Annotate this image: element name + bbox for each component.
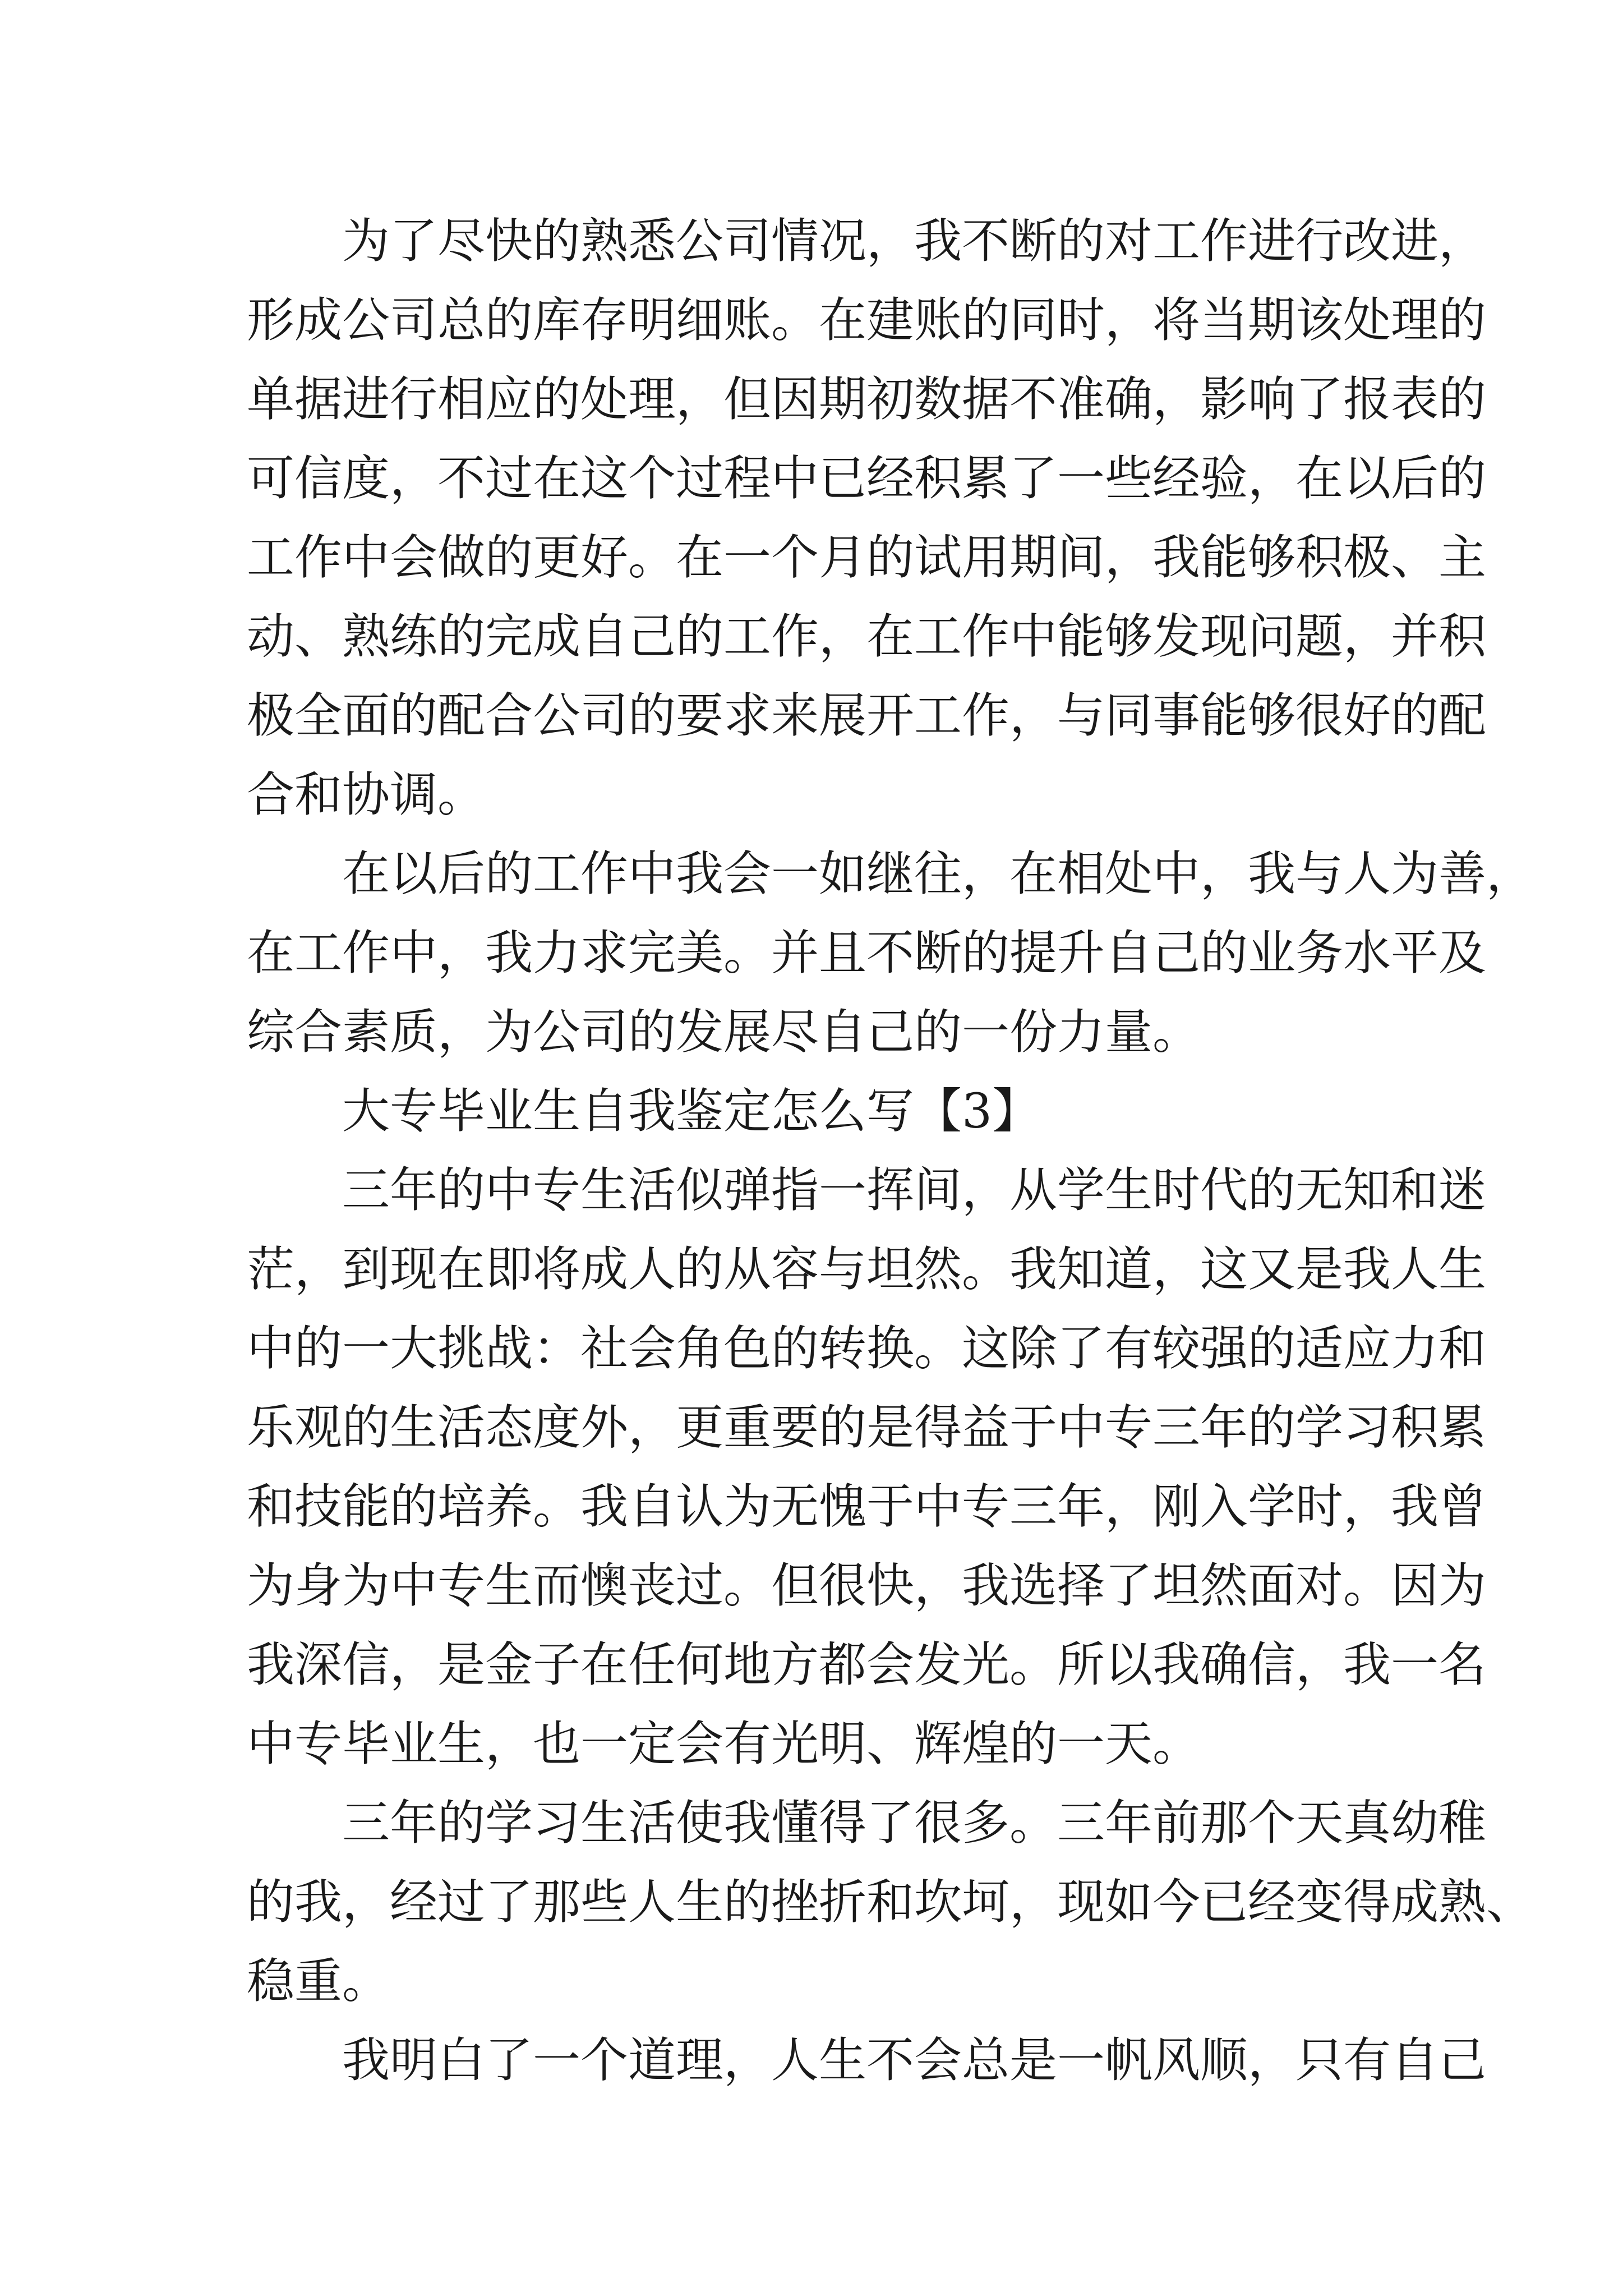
section-heading — [247, 1072, 1391, 1151]
paragraph — [247, 202, 1487, 835]
text-line: 形成公司总的库存明细账。在建账的同时，将当期该处理的 — [247, 293, 1487, 348]
text-line: 乐观的生活态度外，更重要的是得益于中专三年的学习积累 — [247, 1400, 1487, 1456]
text-line: 我明白了一个道理，人生不会总是一帆风顺，只有自己 — [342, 2033, 1487, 2088]
paragraph — [247, 1151, 1487, 1784]
text-line: 三年的中专生活似弹指一挥间，从学生时代的无知和迷 — [342, 1163, 1487, 1218]
text-line: 为了尽快的熟悉公司情况，我不断的对工作进行改进， — [342, 214, 1487, 269]
text-line: 极全面的配合公司的要求来展开工作，与同事能够很好的配 — [247, 688, 1487, 744]
paragraph — [247, 1784, 1534, 2021]
body-text — [247, 202, 1534, 2100]
text-line: 中的一大挑战：社会角色的转换。这除了有较强的适应力和 — [247, 1321, 1487, 1377]
text-line: 和技能的培养。我自认为无愧于中专三年，刚入学时，我曾 — [247, 1479, 1487, 1535]
text-line: 在以后的工作中我会一如继往，在相处中，我与人为善， — [342, 846, 1534, 902]
text-line: 三年的学习生活使我懂得了很多。三年前那个天真幼稚 — [342, 1796, 1487, 1851]
text-line: 合和协调。 — [247, 767, 486, 823]
paragraph — [247, 835, 1534, 1072]
text-line: 为身为中专生而懊丧过。但很快，我选择了坦然面对。因为 — [247, 1558, 1487, 1614]
text-line: 在工作中，我力求完美。并且不断的提升自己的业务水平及 — [247, 926, 1487, 981]
text-line: 动、熟练的完成自己的工作，在工作中能够发现问题，并积 — [247, 609, 1487, 665]
text-line: 我深信，是金子在任何地方都会发光。所以我确信，我一名 — [247, 1637, 1487, 1693]
text-line: 茫，到现在即将成人的从容与坦然。我知道，这又是我人生 — [247, 1242, 1487, 1297]
paragraph — [247, 2021, 1487, 2100]
text-line: 的我，经过了那些人生的挫折和坎坷，现如今已经变得成熟、 — [247, 1875, 1534, 1930]
text-line: 综合素质，为公司的发展尽自己的一份力量。 — [247, 1005, 1201, 1060]
text-line: 稳重。 — [247, 1954, 390, 2009]
text-line: 可信度，不过在这个过程中已经积累了一些经验，在以后的 — [247, 451, 1487, 507]
text-line: 中专毕业生，也一定会有光明、辉煌的一天。 — [247, 1717, 1201, 1772]
text-line: 工作中会做的更好。在一个月的试用期间，我能够积极、主 — [247, 530, 1487, 586]
text-line: 单据进行相应的处理，但因期初数据不准确，影响了报表的 — [247, 372, 1487, 427]
section-heading-text: 大专毕业生自我鉴定怎么写【3】 — [342, 1084, 1040, 1139]
